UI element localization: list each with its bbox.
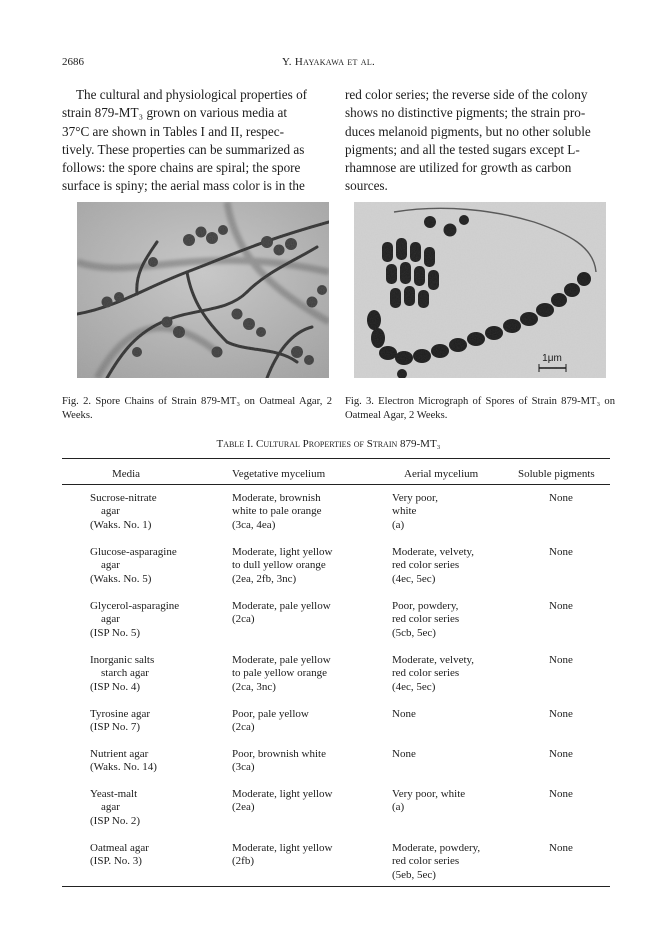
cell-soluble: None <box>549 600 573 612</box>
cell-aerial: Moderate, powdery, red color series (5eb, 5ec) <box>392 842 481 881</box>
cell-aerial: Very poor, white (a) <box>392 492 438 531</box>
body-line: red color series; the reverse side of the colony <box>345 87 588 102</box>
page-number: 2686 <box>62 56 84 68</box>
column-header-vegetative-mycelium: Vegetative mycelium <box>232 468 326 480</box>
body-line: tively. These properties can be summarized as <box>62 141 305 157</box>
table-header-rule <box>62 484 610 485</box>
cell-soluble: None <box>549 842 573 854</box>
cell-media: Tyrosine agar (ISP No. 7) <box>90 708 151 734</box>
cell-vegetative: Moderate, light yellow to dull yellow orange (2ea, 2fb, 3nc) <box>232 546 333 585</box>
table-bottom-rule <box>62 886 610 887</box>
table-title: Table I. Cultural Properties of Strain 879-MT₃ <box>216 438 441 450</box>
body-line: shows no distinctive pigments; the strain pro- <box>345 105 586 121</box>
column-header-soluble-pigments: Soluble pigments <box>518 468 595 480</box>
body-line: 37°C are shown in Tables I and II, respec- <box>62 123 284 139</box>
cell-aerial: Poor, powdery, red color series (5cb, 5ec) <box>392 600 460 639</box>
cell-vegetative: Moderate, light yellow (2fb) <box>232 842 333 868</box>
body-line: duces melanoid pigments, but no other soluble <box>345 123 591 139</box>
table-top-rule <box>62 458 610 459</box>
cell-vegetative: Moderate, pale yellow (2ca) <box>232 600 331 626</box>
cell-media: Glucose-asparagine agar (Waks. No. 5) <box>90 546 177 585</box>
body-line: rhamnose are utilized for growth as carbon <box>345 160 572 176</box>
cell-soluble: None <box>549 546 573 558</box>
cell-soluble: None <box>549 788 573 800</box>
body-line: The cultural and physiological properties of <box>76 87 308 102</box>
cell-soluble: None <box>549 708 573 720</box>
cell-media: Sucrose-nitrate agar (Waks. No. 1) <box>90 492 157 531</box>
body-line: surface is spiny; the aerial mass color is in the <box>62 178 305 194</box>
figure-3-caption: Fig. 3. Electron Micrograph of Spores of Strain 879-MT₃ on Oatmeal Agar, 2 Weeks. <box>345 396 615 421</box>
cell-soluble: None <box>549 748 573 760</box>
body-column-left <box>62 86 332 196</box>
cell-vegetative: Poor, pale yellow (2ca) <box>232 708 309 734</box>
figure-3-electron-micrograph <box>354 202 606 378</box>
cell-aerial: None <box>392 748 416 760</box>
column-header-media: Media <box>111 468 141 480</box>
column-header-aerial-mycelium: Aerial mycelium <box>404 468 479 480</box>
body-line: pigments; and all the tested sugars except L- <box>345 141 580 157</box>
cell-aerial: Very poor, white (a) <box>392 788 466 814</box>
cell-soluble: None <box>549 492 573 504</box>
cell-vegetative: Moderate, light yellow (2ea) <box>232 788 333 814</box>
cell-vegetative: Poor, brownish white (3ca) <box>232 748 326 774</box>
cell-aerial: Moderate, velvety, red color series (4ec, 5ec) <box>392 546 475 585</box>
running-head: Y. Hayakawa et al. <box>281 56 376 68</box>
figure-2-caption: Fig. 2. Spore Chains of Strain 879-MT₃ on Oatmeal Agar, 2 Weeks. <box>62 396 332 421</box>
cell-aerial: Moderate, velvety, red color series (4ec, 5ec) <box>392 654 475 693</box>
cell-media: Nutrient agar (Waks. No. 14) <box>90 748 157 774</box>
cell-media: Inorganic salts starch agar (ISP No. 4) <box>90 654 155 693</box>
body-line: follows: the spore chains are spiral; the spore <box>62 160 301 176</box>
cell-vegetative: Moderate, pale yellow to pale yellow orange (2ca, 3nc) <box>232 654 331 693</box>
cell-media: Yeast-malt agar (ISP No. 2) <box>90 788 141 827</box>
body-line: strain 879-MT₃ grown on various media at <box>62 105 288 121</box>
cell-vegetative: Moderate, brownish white to pale orange (3ca, 4ea) <box>232 492 322 531</box>
figure-2-spore-chains-micrograph <box>77 202 329 378</box>
cell-soluble: None <box>549 654 573 666</box>
body-line: sources. <box>345 178 388 194</box>
body-column-right <box>345 86 615 196</box>
cell-aerial: None <box>392 708 416 720</box>
cell-media: Oatmeal agar (ISP. No. 3) <box>90 842 149 868</box>
cell-media: Glycerol-asparagine agar (ISP No. 5) <box>90 600 180 639</box>
